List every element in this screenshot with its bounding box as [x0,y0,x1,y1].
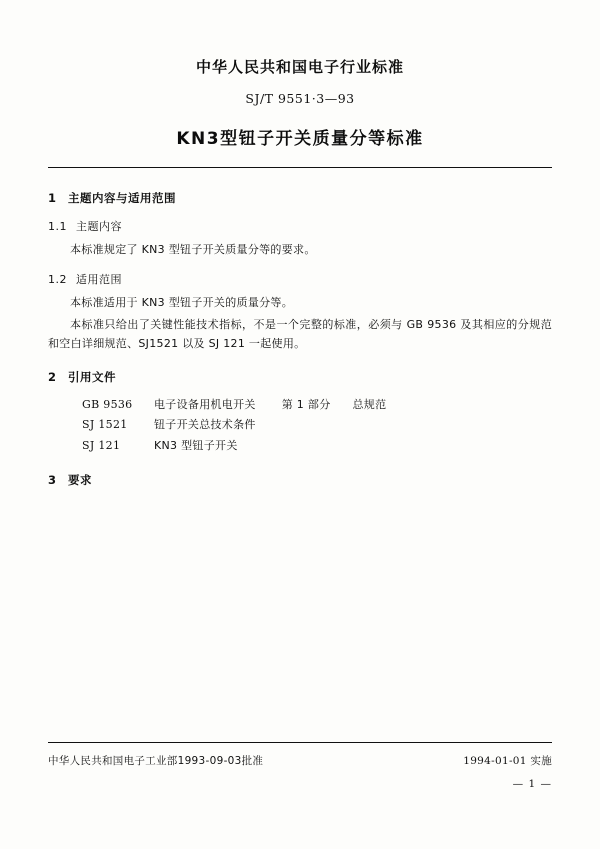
subsection-number-1-1: 1.1 [48,220,67,233]
section-number-3: 3 [48,473,57,488]
subsection-title-1-1: 主题内容 [76,220,122,233]
standard-code: SJ/T 9551·3—93 [245,91,355,106]
reference-list [48,395,552,456]
section-title-2: 引用文件 [68,370,116,384]
subsection-title-1-2: 适用范围 [76,273,122,287]
page-number: — 1 — [512,778,552,790]
document-title: KN3型钮子开关质量分等标准 [176,129,424,149]
section-number-2: 2 [48,370,57,384]
subsection-heading-1-1 [48,218,552,234]
reference-code: GB 9536 [82,398,133,411]
reference-name: 钮子开关总技术条件 [154,418,256,432]
paragraph-1-1-1: 本标准规定了 KN3 型钮子开关质量分等的要求。 [70,243,316,256]
section-heading-1 [48,190,552,206]
paragraph-1-2-1: 本标准适用于 KN3 型钮子开关的质量分等。 [70,296,294,310]
section-heading-2 [48,369,552,385]
footer-issuer: 中华人民共和国电子工业部1993-09-03批准 [48,755,264,767]
reference-part: 第 1 部分 [281,398,331,411]
section-number-1: 1 [48,191,57,205]
list-item [48,415,552,435]
list-item [48,395,552,415]
subsection-heading-1-2 [48,271,552,287]
page-footer [48,742,552,768]
paragraph-1-2-2: 本标准只给出了关键性能技术指标，不是一个完整的标准，必须与 GB 9536 及其相应的分规范和空白详细规范、SJ1521 以及 SJ 121 一起使用。 [48,317,552,350]
section-heading-3 [48,472,552,488]
section-title-1: 主题内容与适用范围 [68,191,176,205]
reference-code: SJ 121 [82,438,121,452]
issuing-organization: 中华人民共和国电子行业标准 [195,58,404,76]
reference-code: SJ 1521 [82,418,128,432]
footer-effective-date: 1994-01-01 实施 [463,755,552,767]
reference-name: KN3 型钮子开关 [154,438,238,452]
footer-divider [48,742,552,743]
list-item [48,436,552,456]
document-content [48,56,552,498]
header-divider [48,167,552,168]
reference-scope: 总规范 [352,398,387,411]
section-title-3: 要求 [68,473,92,488]
reference-name: 电子设备用机电开关 [154,398,256,411]
subsection-number-1-2: 1.2 [48,273,67,287]
